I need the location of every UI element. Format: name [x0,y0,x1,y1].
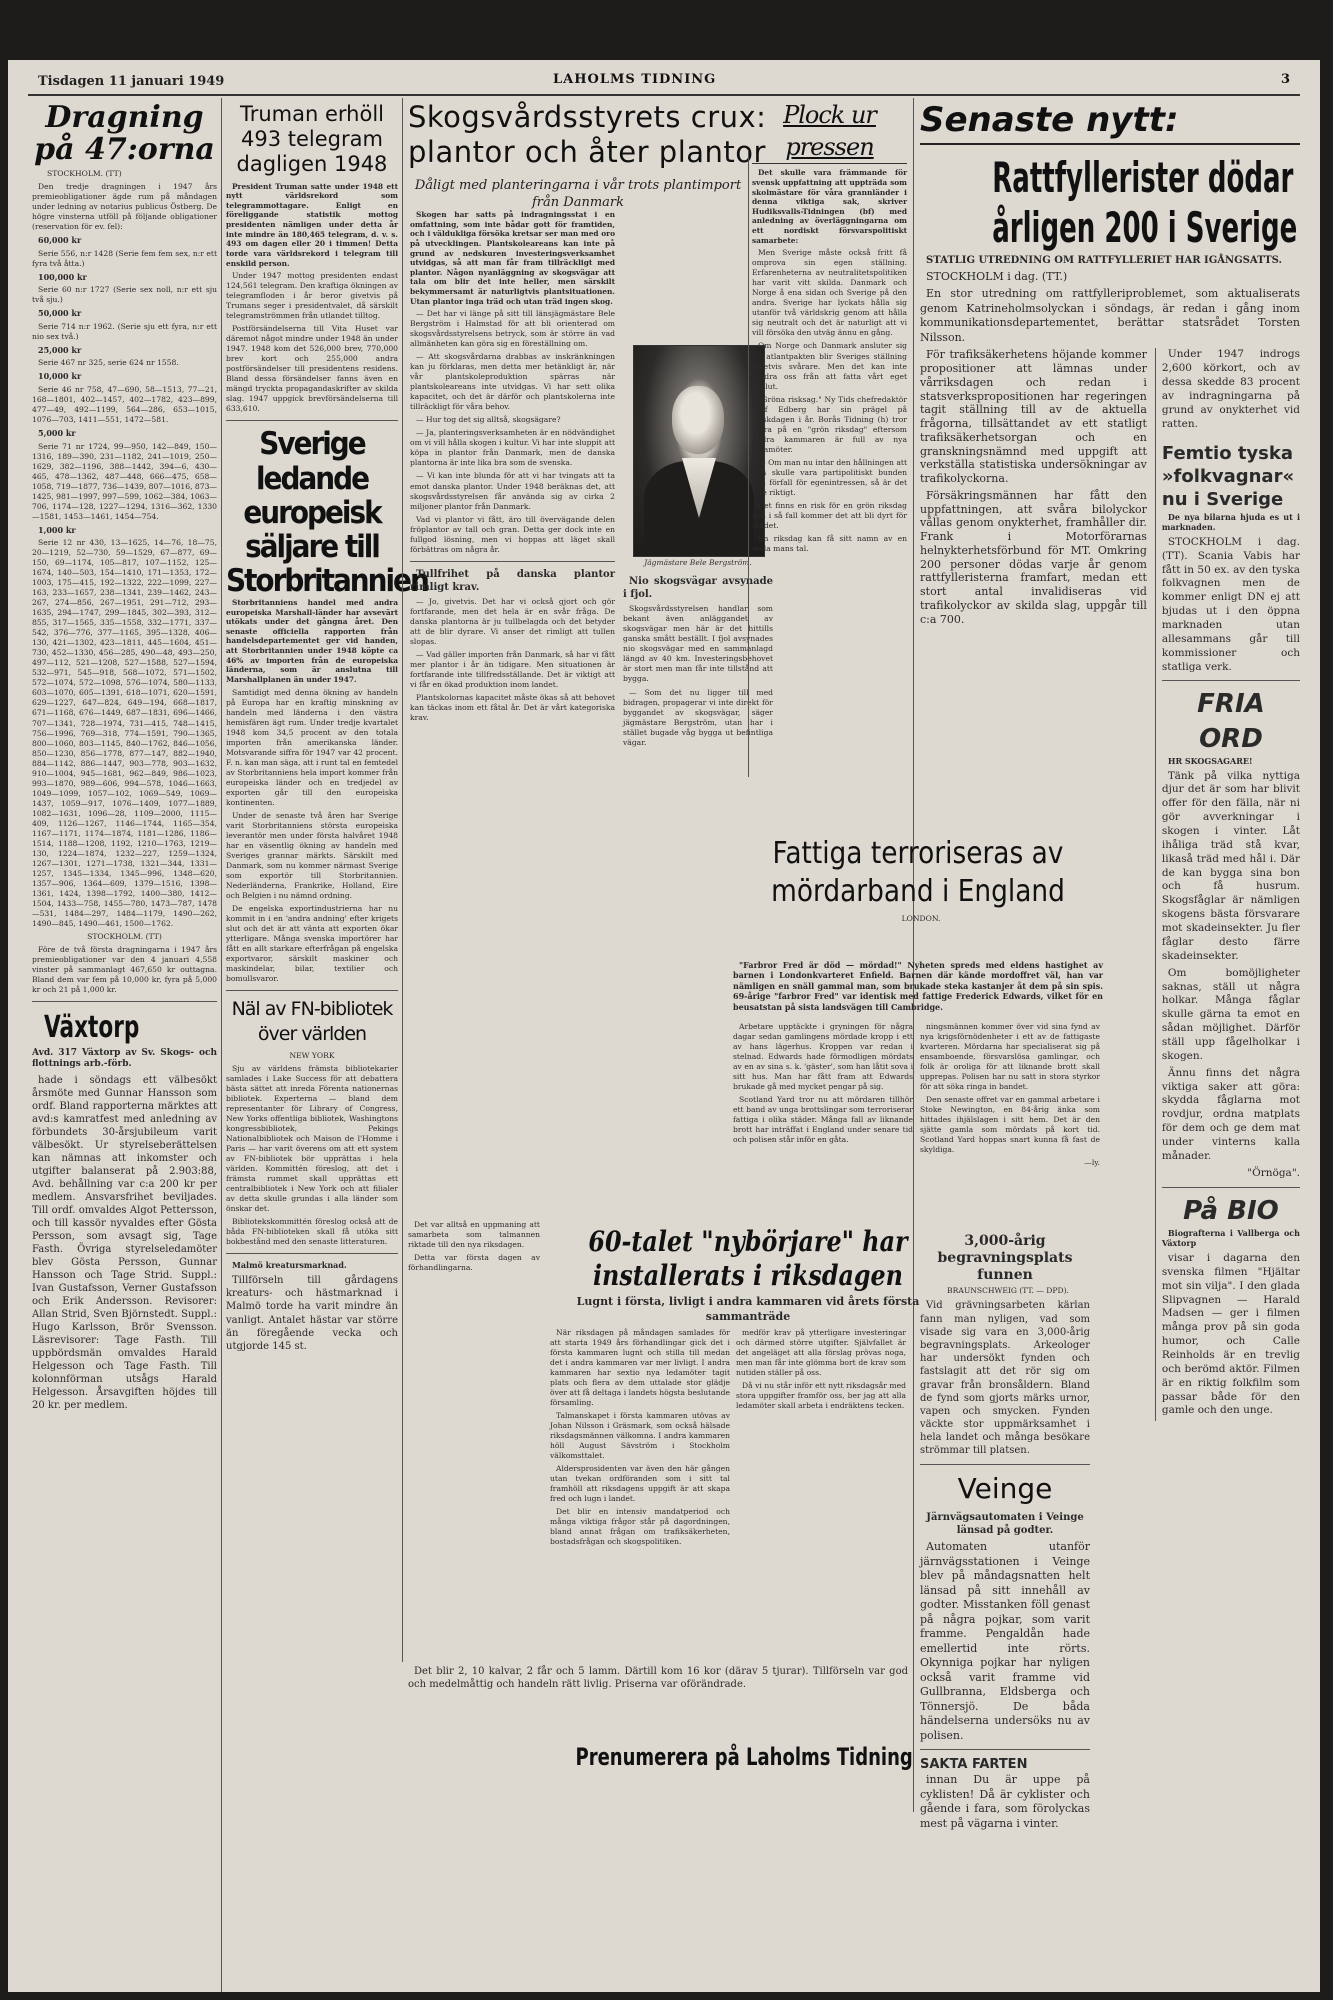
skog-paragraph: — Ja, planteringsverksamheten är en nödvändighet om vi vill hålla skogen i kultur. Vi har inte sluppit att köpa in plantor från Danmark, men de danska plantorna är inte lika bra som de svenska. [410,428,615,468]
skogsvagar-paragraph: Skogsvårdsstyrelsen handlar som bekant även anläggandet av skogsvägar men här är det hittills ganska smått beställt. I fjol avsynades nio skogsvägar med en sammanlagd längd av 40 km. Investeringsbehovet är stort men man får inte tillstånd att bygga. [623,604,773,684]
sakta-headline: SAKTA FARTEN [920,1757,1028,1773]
fattiga-reporter: —ly. [1084,1158,1100,1168]
burial-dateline: BRAUNSCHWEIG (TT. — DPD). [947,1286,1069,1296]
riksdag-paragraph: medför krav på ytterligare investeringar och därmed större utgifter. Självfallet är det angeläget att alla förslag prövas noga, men man får inte glömma bort de krav som nutiden ställer på oss. [736,1328,906,1378]
fria-ord-paragraph: Tänk på vilka nyttiga djur det är som har blivit offer för den fälla, när ni gör avverkningar i skogen i vinter. Låt ihåliga träd stå kvar, likaså träd med hål i. Där de kan bygga sina bon och få husrum. Skogsfåglar är nämligen skogens bästa försvarare mot skadeinsekter. Ju fler fåglar desto färre skadeinsekter. [1161,769,1300,962]
column-lottery [32,98,217,1978]
press-paragraph: Det finns en risk för en grön riksdag och i så fall kommer det att bli dyrt för landet. [752,500,907,530]
fn-paragraph: Bibliotekskommittén föreslog också att de båda FN-biblioteken skall få utöka sitt bokbestånd med den senaste litteraturen. [226,1217,398,1247]
press-headline: Plock ur pressen [752,100,907,164]
tullfrihet-paragraph: — Jo, givetvis. Det har vi också gjort och gör fortfarande, men det hela är en svår fråga. De danska plantorna är ju tullbelagda och det betyder att de blir dyrare. Vi anser det rimligt att tullen slopas. [410,596,615,647]
column-skogsvagar [623,575,773,815]
fria-ord-signature: "Örnöga". [1247,1166,1300,1179]
ratt-paragraph: För trafiksäkerhetens höjande kommer propositioner att lämnas under vårriksdagen och redan i statsverkspropositionen har regeringen tagit ställning till av de aktuella frågorna, tillsättandet av ett statligt trafiksäkerhetsorgan och en granskningsnämnd med uppgift att verkställa statistiska undersökningar av trafikolyckorna. [920,348,1147,486]
sverige-headline: Sverige ledande europeisk säljare till Storbritannien [226,426,428,599]
fattiga-headline-block [728,835,1108,955]
photo-caption: Jägmästare Bele Bergström. [644,558,752,567]
skog-headline-block [408,100,767,210]
lottery-dateline-2: STOCKHOLM. (TT) [87,931,162,941]
fattiga-lead-block [733,960,1103,1020]
skog-lead: Skogen har satts på indragningsstat i en omfattning, som inte bådar gott för framtiden, och i väldukliga försöka kretsar ser man med oro på utvecklingen. Plantskoleareans kan inte på grund av nedskuren investeringsverksamhet utvidgas, så att man får fram tillräckligt med plantor. Någon nyanläggning av skogsvägar att tala om blir det inte heller, men särskilt bekymmersamt är naturligtvis plantsituationen. Utan plantor inga träd och utan träd ingen skog. [410,210,615,306]
prize-text: Serie 71 nr 1724, 99—950, 142—849, 150—1316, 189—390, 231—1182, 241—1019, 250—1629, 382—1196, 388—1442, 394—6, 430—465, 478—1362, 487—448, 666—475, 658—1058, 719—1877, 736—1439, 807—1016, 873—1425, 981—1997, 997—599, 1062—384, 1063—706, 1174—128, 1227—1294, 1316—362, 1330—1581, 1453—1461, 1454—754. [32,441,217,521]
prize-heading: 5,000 kr [38,428,76,438]
prize-text: Serie 12 nr 430, 13—1625, 14—76, 18—75, 20—1219, 52—730, 59—1529, 67—877, 69—150, 69—1174, 105—817, 107—1152, 125—1674, 140—503, 154—1410, 171—1353, 172—1003, 175—415, 192—1322, 222—1099, 227—163, 233—1657, 238—1341, 239—1462, 243—267, 274—856, 267—1951, 291—712, 293—1635, 294—1747, 299—1845, 302—393, 312—855, 317—1565, 335—1558, 332—1771, 337—542, 376—776, 377—1165, 395—1328, 406—130, 421—1302, 423—1811, 445—1604, 451—730, 452—1330, 456—285, 490—48, 493—250, 497—112, 521—1208, 527—1588, 527—1594, 532—971, 545—918, 568—1072, 571—1502, 572—1074, 572—1098, 576—1074, 580—1133, 603—1070, 605—1391, 618—1071, 620—1591, 629—1227, 647—824, 649—194, 668—1817, 671—1168, 676—1449, 687—1831, 696—1466, 707—1341, 728—1974, 731—415, 748—1415, 756—1996, 769—318, 774—1591, 790—1365, 800—1060, 803—1145, 840—1762, 846—1056, 850—1230, 856—1778, 877—147, 882—1940, 884—1142, 886—1447, 903—778, 903—1632, 910—1004, 945—1681, 962—849, 986—1023, 993—1870, 989—606, 994—578, 1046—1663, 1049—1099, 1057—102, 1069—549, 1069—1437, 1059—917, 1076—1409, 1077—1889, 1082—1631, 1096—28, 1109—2000, 1115—409, 1126—1267, 1146—1744, 1165—354, 1167—1171, 1174—1874, 1181—1286, 1186—1514, 1188—1208, 1192, 1210—1763, 1219—130, 1224—1874, 1232—227, 1259—1324, 1267—1301, 1271—1738, 1321—344, 1331—1257, 1345—1334, 1345—996, 1348—620, 1357—906, 1364—609, 1379—1516, 1398—1361, 1424, 1398—1792, 1400—380, 1412—1504, 1433—758, 1455—780, 1473—787, 1478—531, 1484—297, 1484—1179, 1490—262, 1490—845, 1490—461, 1500—1762. [32,538,217,928]
malmo-headline: Malmö kreatursmarknad. [232,1260,347,1271]
fn-dateline: NEW YORK [289,1051,335,1061]
divider [226,420,398,421]
riksdag-headline-1: 60-talet "nybörjare" har [588,1225,908,1258]
lottery-dateline: STOCKHOLM. (TT) [47,169,122,178]
skogsvagar-headline: Nio skogsvägar avsynade i fjol. [623,576,773,601]
lottery-note: Före de två första dragningarna i 1947 års premieobligationer var den 4 januari 4,558 vinster på sammanlagt 467,650 kr outtagna. Bland dem var fem på 10,000 kr, fyra på 5,000 kr och 21 på 1,000 kr. [32,944,217,994]
fattiga-headline-1: Fattiga terroriseras av [772,836,1064,871]
riksdag-headline-2: installerats i riksdagen [593,1258,903,1292]
skog-paragraph: Vad vi plantor vi fått, äro till övervägande delen fröplantor av tall och gran. Detta ger dock inte en fullgod lösning, men vi hoppas att läget skall förbättras om några år. [410,514,615,554]
kreatur-text: Det blir 2, 10 kalvar, 2 får och 5 lamm. Därtill kom 16 kor (därav 5 tjurar). Tillförseln var god och medelmåttig och handeln rätt livlig. Priserna var oförändrade. [408,1666,908,1690]
truman-headline-1: Truman erhöll [239,102,384,126]
fria-ord-paragraph: Ännu finns det några viktiga saker att göra: skydda fåglarna mot rovdjur, ordna matplats för dem och ge dem mat under vinterns kalla månader. [1161,1066,1300,1162]
fattiga-col-a [733,1022,913,1222]
portrait-photo [633,345,765,557]
veinge-headline: Veinge [957,1471,1053,1505]
truman-paragraph: Under 1947 mottog presidenten endast 124,561 telegram. Den kraftiga ökningen av telegramfloden i år beror givetvis på Trumans seger i presidentvalet, då särskilt telegramströmmen från utlandet tilltog. [226,271,398,321]
lottery-intro: Den tredje dragningen i 1947 års premieobligationer ägde rum på måndagen under ledning av notarius publicus Östberg. De högre vinsterna utföll på följande obligationer (reservation för ev. fel): [32,182,217,232]
kreatur-block [408,1665,908,1740]
divider [226,1253,398,1254]
skog-headline-1: Skogsvårdsstyrets crux: [408,100,767,134]
column-rule [913,98,914,1812]
column-skog [410,210,615,1210]
riksdag-subhead: Lugnt i första, livligt i andra kammaren vid årets första sammanträde [576,1295,920,1323]
page-date: Tisdagen 11 januari 1949 [38,74,225,89]
fattiga-dateline: LONDON. [901,914,941,923]
divider [920,1749,1090,1750]
truman-lead: President Truman satte under 1948 ett nytt världsrekord som telegrammottagare. Enligt en föreliggande statistik mottog presidenten nämligen under detta år inte mindre än 180,465 telegram, d. v. s. 493 om dagen eller 20 i timmen! Detta torde vara världsrekord i telegram till enskild person. [226,181,398,268]
sakta-paragraph: innan Du är uppe på cyklisten! Då är cyklister och gående i fara, som förolyckas mest på vägarna i vinter. [920,1773,1090,1830]
riksdag-col-b [736,1328,906,1628]
riksdag-headline-block [548,1225,948,1323]
press-paragraph: "Gröna risksag." Ny Tids chefredaktör Rolf Edberg har sin prägel på rikskdagen i år. Borås Tidning (h) tror mera på en "grön riksdag" eftersom andra kammaren är full av nya ledamöter. [752,394,907,454]
prize-text: Serie 467 nr 325, serie 624 nr 1558. [38,358,179,368]
burial-paragraph: Vid grävningsarbeten kärlan fann man nyligen, vad som visade sig vara en 3,000-årig begravningsplats. Arkeologer har undersökt fynden och fastslagit att det rör sig om gravar från bronsåldern. Bland de fynd som gjorts märks urnor, vapen och smycken. Fynden väckte stor uppmärksamhet i hela landet och många besökare strömmar till platsen. [920,1300,1090,1457]
masthead: LAHOLMS TIDNING [553,72,717,87]
prize-text: Serie 556, n:r 1428 (Serie fem fem sex, n:r ett fyra två åtta.) [32,248,217,268]
press-lead: Det skulle vara främmande för svensk uppfattning att uppträda som skolmästare för våra grannländer i denna viktiga sak, skriver Hudiksvalls-Tidningen (bf) med anledning av överläggningarna om ett nordiskt försvarspolitiskt samarbete: [752,168,907,245]
skog-headline-2: plantor och åter plantor [408,135,766,170]
ratt-paragraph: Försäkringsmännen har fått den uppfattningen, att svåra bilolyckor vållas genom onykterhet, framhåller dir. Frank i Motorförarnas helnykterhetsförbund för MT. Omkring 200 personer dödas varje år genom rattfylleristerna framfart, medan ett stort antal invalidiseras vid trafikolyckor av skilda slag, uppgår till c:a 700. [920,488,1147,626]
fattiga-paragraph: ningsmännen kommer över vid sina fynd av nya krigsförnödenheter i ett av de fattigaste kvarteren. Mördarna har specialiserat sig på ensamboende, försvarslösa gamlingar, och folk är oroliga för att liknande brott skall upprepas. Polisen har nu satt in stora styrkor för att söka ringa in bandet. [920,1022,1100,1092]
column-press [752,100,907,820]
skog-paragraph: — Det har vi länge på sitt till länsjägmästare Bele Bergström i Halmstad för att bli orienterad om skogsvårdsstyrelsens betryck, som är större än vad allmänheten kan göra sig en föreställning om. [410,309,615,349]
burial-headline: 3,000-årig begravningsplats funnen [937,1233,1073,1283]
fria-ord-headline: FRIA ORD [1197,689,1265,754]
folkvagn-headline-2: »folkvagnar« [1161,465,1295,487]
kreatur-paragraph: Det var alltså en uppmaning att samarbeta som talmannen riktade till den nya riksdagen. [408,1220,540,1250]
veinge-subhead: Järnvägsautomaten i Veinge länsad på godter. [926,1511,1084,1536]
lottery-headline: Dragning på 47:orna [34,100,215,167]
press-paragraph: Men Sverige måste också fritt få omprova sin egen ställning. Erfarenheterna av neutralitetspolitiken har varit vitt skilda. Danmark och Norge å ena sidan och Sverige på den andra. Sverige har lyckats hålla sig utanför två världskrig genom att hålla sig neutralt och det är naturligt att vi vill försöka den utväg ännu en gång. [752,248,907,338]
divider [410,561,615,562]
bio-subhead: Biografterna i Vallberga och Växtorp [1161,1227,1300,1249]
riksdag-paragraph: När riksdagen på måndagen samlades för att starta 1949 års förhandlingar gick det i första kammaren lugnt och stilla till medan det i andra kammaren var mer livligt. I andra kammaren har sextio nya ledamöter tagit plats och flera av dem uttalade stor glädje över att få deltaga i landets högsta beslutande församling. [550,1328,730,1408]
skogsvagar-paragraph: — Som det nu ligger till med bidragen, propagerar vi inte direkt för byggandet av skogsvägar, säger jägmästare Bergström, utan har i stället bugade våg bygga ut befintliga vägar. [623,687,773,747]
fattiga-paragraph: Scotland Yard tror nu att mördaren tillhör ett band av unga brottslingar som terroriserar fattiga i olika städer. Många fall av liknande brott har inträffat i England under senare tid och polisen står inför en gåta. [733,1095,913,1145]
folkvagn-headline-3: nu i Sverige [1161,489,1284,511]
press-paragraph: — Om man nu intar den hållningen att den skulle vara partipolitiskt bunden och förfall för egenintressen, så är det inte riktigt. [752,457,907,497]
vaxtorp-subhead: Avd. 317 Växtorp av Sv. Skogs- och flottnings arb.-förb. [32,1047,217,1070]
prize-text: Serie 714 n:r 1962. (Serie sju ett fyra, n:r ett nio sex två.) [32,321,217,341]
ratt-headline-2: årligen 200 i Sverige [992,203,1298,253]
prize-heading: 25,000 kr [38,344,82,355]
riksdag-col-a [550,1328,730,1628]
subscribe-block [528,1742,913,1782]
fria-ord-subhead: HR SKOGSAGARE! [1167,756,1253,767]
ratt-dateline: STOCKHOLM i dag. (TT.) [926,269,1068,283]
fattiga-paragraph: Arbetare upptäckte i gryningen för några dagar sedan gamlingens mördade kropp i ett av hans lägerhus. Kroppen var redan i stelnad. Edwards hade förmodligen mördats av en av sina s. k. 'gäster', som han låtit sova i sitt hus. Man har fått fram att Edwards brukade gå med mycket pengar på sig. [733,1022,913,1092]
fria-ord-paragraph: Om bomöjligheter saknas, ställ ut några holkar. Många fåglar skulle gärna ta emot en sådan möjlighet. Därför ställ upp fågelholkar i skogen. [1161,966,1300,1062]
prize-text: Serie 46 nr 758, 47—690, 58—1513, 77—21, 168—1801, 402—1457, 402—1782, 423—899, 477—49, 492—1199, 564—286, 653—1015, 1076—703, 1411—551, 1472—581. [32,384,217,424]
skog-paragraph: — Att skogsvårdarna drabbas av inskränkningen kan ju förklaras, men detta mer betänkligt är, när vår plantskoleproduktion spärras när plantskoleareans inte utvidgas. Vi har sett olika kapacitet, och det är därför och plantskolerna inte tillräckligt för våra behov. [410,352,615,412]
tullfrihet-headline: Tullfrihet på danska plantor rimligt krav. [410,568,615,593]
skog-subheadline: Dåligt med planteringarna i vår trots plantimport från Danmark [414,177,742,210]
ratt-paragraph: En stor utredning om rattfylleriproblemet, som aktualiserats genom Katrineholmsolyckan i söndags, är redan i gång inom kommunikationsdepartementet, berättar statsrådet Torsten Nilsson. [920,287,1300,344]
malmo-paragraph: Tillförseln till gårdagens kreaturs- och hästmarknad i Malmö torde ha varit mindre än vanligt. Antalet hästar var större än föregående vecka och utgjorde 145 st. [226,1274,398,1352]
bio-headline: På BIO [1183,1195,1279,1226]
tullfrihet-paragraph: Plantskolornas kapacitet måste ökas så att behovet kan täckas inom ett fåtal år. Det är vårt kategoriska krav. [410,693,615,723]
skog-paragraph: — Vi kan inte blunda för att vi har tvingats att ta emot danska plantor. Under 1948 beräknas det, att skogsvårdsstyrelsen får använda sig av cirka 2 miljoner plantor från Danmark. [410,471,615,511]
column-rule [402,98,403,1662]
folkvagn-subhead: De nya bilarna hjuda es ut i marknaden. [1161,511,1300,533]
fattiga-col-b [920,1022,1100,1222]
vaxtorp-body: hade i söndags ett välbesökt årsmöte med Gunnar Hansson som ordf. Bland rapporterna märktes att avd:s kamratfest med anledning av förbundets 30-årsjubileum varit välbesökt. Ur styrelseberättelsen kan nämnas att inkomster och utgifter balanserat på 2.903:88, Avd. behållning var c:a 200 kr per medlem. Ansvarsfrihet beviljades. Till ordf. omvaldes Algot Pettersson, och till kassör nyvaldes efter Gösta Persson, som avsagt sig, Tage Fasth. Övriga styrelseledamöter blev Gösta Persson, Gunnar Hansson och Tage Strid. Suppl.: Ivan Gustafsson, Verner Gustafsson och Erik Andersson. Revisorer: Allan Strid, Sven Björnstedt. Suppl.: Hugo Karlsson, Brör Svensson. Läsrevisorer: Tage Fasth. Till uppbördsmän omvaldes Harald Helgesson och Tage Fasth. Till kolonnförman utsågs Harald Helgesson. Årsavgiften höjdes till 20 kr. per medlem. [32,1074,217,1411]
fn-headline: Näl av FN-bibliotek över världen [231,997,393,1046]
prize-heading: 50,000 kr [38,308,82,319]
ratt-subhead: STATLIG UTREDNING OM RATTFYLLERIET HAR IGÅNGSATTS. [926,254,1282,266]
truman-headline-2: 493 telegram [241,127,383,152]
riksdag-paragraph: Det blir en intensiv mandatperiod och många viktiga frågor står på dagordningen, bland annat frågan om trafiksäkerheten, bostadsfrågan och skogspolitiken. [550,1507,730,1547]
column-rule [748,150,749,777]
tullfrihet-paragraph: — Vad gäller importen från Danmark, så har vi fått mer plantor i år än tidigare. Men situationen är fortfarande inte tillfredsställande. Det är viktigt att vi får en ökad produktion inom landet. [410,650,615,690]
prize-heading: 60,000 kr [38,235,82,246]
top-rule [28,94,1300,96]
prize-heading: 1,000 kr [38,524,76,535]
riksdag-paragraph: Talmanskapet i första kammaren utövas av Johan Nilsson i Gräsmark, som också hälsade riksdagsmännen välkomna. I andra kammaren höll August Sävström i Stockholm välkomsttalet. [550,1411,730,1461]
subscribe-banner: Prenumerera på Laholms Tidning [575,1743,913,1771]
column-truman [226,98,428,1698]
sverige-paragraph: De engelska exportindustrierna har nu kommit in i en 'andra andning' efter krigets slut och det är att vänta att exporten ökar ytterligare. Många svenska importörer har fått en allt starkare efterfrågan på engelska exportvaror, särskilt maskiner och maskindelar, bilar, textilier och bomullsvaror. [226,903,398,983]
divider [226,990,398,991]
divider [32,1001,217,1002]
prize-heading: 100,000 kr [38,271,87,282]
divider [1162,680,1300,681]
divider [1162,1187,1300,1188]
sverige-lead: Storbritanniens handel med andra europeiska Marshall-länder har avsevärt utökats under det gångna året. Den senaste officiella rapporten från handelsdepartementet ger vid handen, att Storbritannien under 1948 köpte ca 46% av importen från de europeiska länderna, som är anslutna till Marshallplanen än under 1947. [226,597,398,684]
news-headline: Senaste nytt: [920,98,1300,145]
fn-paragraph: Sju av världens främsta bibliotekarier samlades i Lake Success för att debattera bästa sättet att inreda Förenta nationernas bibliotek. Experterna — bland dem representanter för Library of Congress, New Yorks offentliga bibliotek, Washingtons kongressbibliotek, Pekings Nationalbibliotek och Maison de l'Homme i Paris — har varit överens om att ett system av FN-bibliotek bör upprättas i hela världen. Kommittén föreslog, att det i främsta rummet skall upprättas ett centralbibliotek i New York och att filialer av detta skulle grundas i alla länder som önskar det. [226,1064,398,1214]
riksdag-paragraph: Aldersprosidenten var även den här gången utan tvekan ordföranden som i sitt tal framhöll att riksdagens uppgift är att skapa fred och lugn i landet. [550,1464,730,1504]
sverige-paragraph: Samtidigt med denna ökning av handeln på Europa har en kraftig minskning av handeln med länderna i den västra hemisfären ägt rum. Under tredje kvartalet 1948 kom 34,5 procent av den totala importen från amerikanska länder. Motsvarande siffra för 1947 var 42 procent. F. n. kan man säga, att i runt tal en femtedel av Storbritanniens hela import kommer från europeiska länder och en tredjedel av exporten går till den europeiska kontinenten. [226,687,398,807]
truman-headline-3: dagligen 1948 [236,152,388,177]
column-right-middle [920,1230,1090,1830]
prize-heading: 10,000 kr [38,371,82,382]
skog-paragraph: — Hur tog det sig alltså, skogsägare? [416,415,561,425]
fattiga-headline-2: mördarband i England [771,873,1065,909]
press-paragraph: Om Norge och Danmark ansluter sig till atlantpakten blir Sveriges ställning givetvis svårare. Men det kan inte hindra oss från att fatta vårt eget beslut. [752,341,907,391]
page-number: 3 [1280,72,1290,87]
truman-paragraph: Postförsändelserna till Vita Huset var däremot något mindre under 1948 än under 1947. 1948 kom det 526,000 brev, 770,000 brev kort och 255,000 andra postförsändelser till presidentens residens. Bland dessa försändelser fanns även en mängd tryckta propagandaskrifter av skilda slag. 1947 uppgick brevförsändelserna till 633,610. [226,324,398,414]
press-paragraph: En riksdag kan få sitt namn av en enda mans tal. [752,533,907,553]
newspaper-page [8,60,1320,1992]
veinge-paragraph: Automaten utanför järnvägsstationen i Veinge blev på måndagsnatten helt länsad på sitt innehåll av godter. Misstanken föll genast på några pojkar, som varit framme. Pengaldån hade emellertid inte rörts. Okynniga pojkar har nyligen också varit framme vid Gullbranna, Eldsberga och Tönnersjö. De båda händelserna undersöks nu av polisen. [920,1539,1090,1742]
folkvagn-paragraph: STOCKHOLM i dag. (TT). Scania Vabis har fått in 50 ex. av den tyska folkvagnen men de kommer enligt DN ej att bjudas ut i den öppna marknaden utan allesammans går till kommissioner och statliga verk. [1161,535,1300,673]
divider [920,1464,1090,1465]
kreatur-paragraph: Detta var första dagen av förhandlingarna. [408,1253,540,1273]
column-middle-bottom [408,1220,540,1660]
prize-text: Serie 60 n:r 1727 (Serie sex noll, n:r ett sju två sju.) [32,285,217,305]
fattiga-paragraph: Den senaste offret var en gammal arbetare i Stoke Newington, en 84-årig änka som hittades ihjälslagen i sitt hem. Det är den sjätte gamla som mördats på kort tid. Scotland Yard hoppas snart kunna få fast de skyldiga. [920,1095,1100,1155]
sverige-paragraph: Under de senaste två åren har Sverige varit Storbritanniens största europeiska leverantör men under första halvåret 1948 har en väsentlig ökning av handeln med Sveriges grannar märkts. Särskilt med Danmark, som nu kommer närmast Sverige som exportör till Storbritannien. Nederländerna, Frankrike, Holland, Eire och Belgien i nu nämnd ordning. [226,810,398,900]
column-rule [221,98,222,1992]
vaxtorp-headline: Växtorp [44,1009,140,1045]
ratt-headline-1: Rattfyllerister dödar [992,152,1294,202]
bio-paragraph: visar i dagarna den svenska filmen "Hjältar mot sin vilja". I den glada Slipvagnen — Harald Madsen — ger i filmen många prov på sin goda humor, och Calle Reinholds är en trevlig och berömd aktör. Filmen är en riktig folkfilm som passar både för den gamle och den unge. [1161,1251,1300,1417]
fattiga-lead: "Farbror Fred är död — mördad!" Nyheten spreds med eldens hastighet av barnen i Londonkvarteret Enfield. Barnen där kände mordoffret väl, han var nämligen en snäll gammal man, som brukade steka kastanjer åt dem på sin spis. 69-årige "farbror Fred" var identisk med fattige Frederick Edwards, vilket för en beusatstan på sista landsvägen till Cambridge. [733,960,1103,1012]
riksdag-paragraph: Då vi nu står inför ett nytt riksdagsår med stora uppgifter framför oss, ber jag att alla ledamöter skall arbeta i endräktens tecken. [736,1381,906,1411]
ratt-side: Under 1947 indrogs 2,600 körkort, och av dessa skedde 83 procent av indragningarna på grund av onykterhet vid ratten. [1161,348,1300,430]
folkvagn-headline-1: Femtio tyska [1161,442,1293,464]
